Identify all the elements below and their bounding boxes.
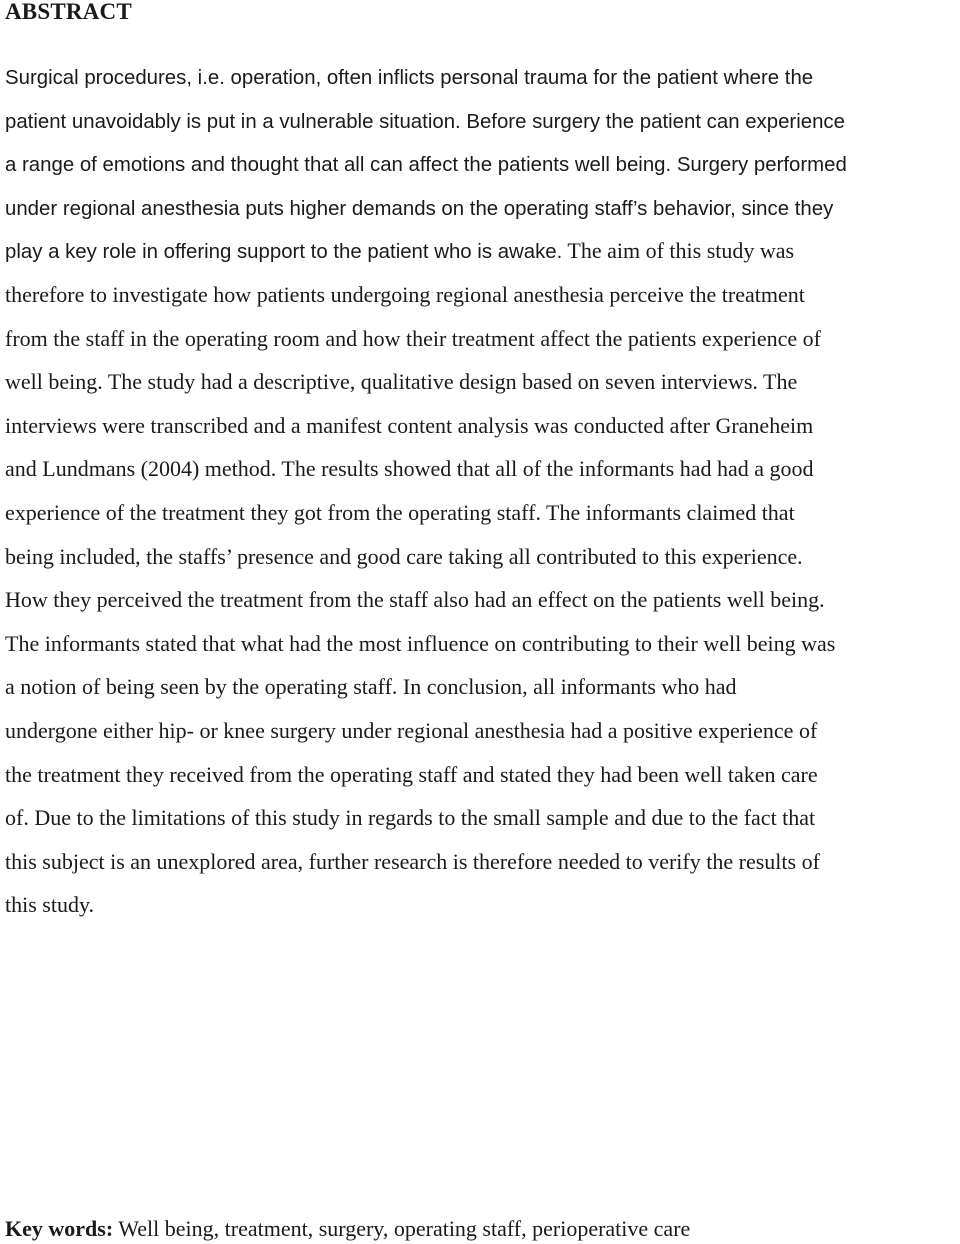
abstract-line — [5, 622, 958, 666]
abstract-line — [5, 404, 958, 448]
abstract-line — [5, 883, 958, 927]
section-heading: ABSTRACT — [5, 0, 132, 24]
abstract-text: Surgical procedures, i.e. operation, often inflicts personal trauma for the patient where the — [5, 67, 814, 89]
abstract-text: experience of the treatment they got from the operating staff. The informants claimed that — [5, 499, 795, 525]
abstract-text: from the staff in the operating room and how their treatment affect the patients experience of — [5, 325, 821, 351]
abstract-text: patient unavoidably is put in a vulnerable situation. Before surgery the patient can experience — [5, 110, 845, 133]
keywords-value: Well being, treatment, surgery, operating staff, perioperative care — [113, 1216, 691, 1241]
abstract-text: a range of emotions and thought that all can affect the patients well being. Surgery performed — [5, 154, 847, 177]
abstract-line — [5, 753, 958, 797]
abstract-text: The aim of this study was — [562, 238, 795, 264]
abstract-text: interviews were transcribed and a manifest content analysis was conducted after Graneheim — [5, 412, 814, 438]
abstract-line — [5, 317, 958, 361]
abstract-line — [5, 535, 958, 579]
abstract-line — [5, 709, 958, 753]
abstract-text: well being. The study had a descriptive, qualitative design based on seven interviews. The — [5, 369, 798, 395]
abstract-line — [5, 142, 958, 186]
abstract-line — [5, 796, 958, 840]
abstract-line — [5, 665, 958, 709]
abstract-line — [5, 840, 958, 884]
abstract-line — [5, 360, 958, 404]
abstract-text: therefore to investigate how patients undergoing regional anesthesia perceive the treatment — [5, 281, 805, 307]
abstract-text: How they perceived the treatment from the staff also had an effect on the patients well being. — [5, 587, 825, 613]
abstract-text: play a key role in offering support to the patient who is awake. — [5, 241, 563, 264]
keywords-line — [5, 1214, 690, 1244]
abstract-line — [5, 55, 958, 99]
abstract-text: this subject is an unexplored area, further research is therefore needed to verify the results of — [5, 848, 820, 874]
abstract-text: The informants stated that what had the most influence on contributing to their well being was — [5, 630, 836, 656]
abstract-line — [5, 99, 958, 143]
abstract-line — [5, 273, 958, 317]
abstract-text: undergone either hip- or knee surgery under regional anesthesia had a positive experience of — [5, 717, 818, 743]
abstract-line — [5, 229, 958, 273]
abstract-body — [5, 55, 958, 927]
abstract-text: a notion of being seen by the operating staff. In conclusion, all informants who had — [5, 674, 737, 700]
abstract-line — [5, 447, 958, 491]
abstract-text: under regional anesthesia puts higher demands on the operating staff’s behavior, since they — [5, 197, 834, 220]
abstract-text: being included, the staffs’ presence and good care taking all contributed to this experience. — [5, 543, 803, 569]
abstract-line — [5, 491, 958, 535]
abstract-text: this study. — [5, 892, 95, 918]
keywords-label: Key words: — [5, 1216, 114, 1241]
abstract-text: of. Due to the limitations of this study in regards to the small sample and due to the fact that — [5, 805, 816, 831]
abstract-line — [5, 186, 958, 230]
abstract-line — [5, 578, 958, 622]
abstract-text: the treatment they received from the operating staff and stated they had been well taken care — [5, 761, 818, 787]
abstract-text: and Lundmans (2004) method. The results showed that all of the informants had had a good — [5, 456, 814, 482]
